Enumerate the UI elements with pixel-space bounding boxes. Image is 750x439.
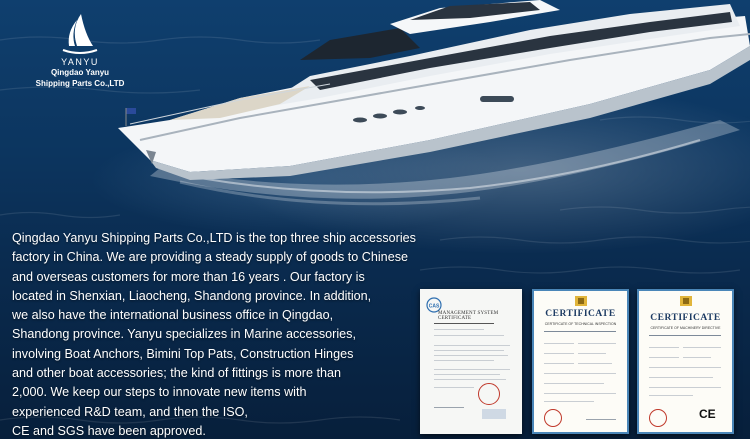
company-description [12,229,432,439]
description-line: and other boat accessories; the kind of fittings is more than [12,366,342,381]
company-logo [28,12,132,89]
sail-logo-icon [57,12,103,56]
technical-certificate-title: CERTIFICATE [545,309,616,319]
description-line: Shandong province. Yanyu specializes in Marine accessories, [12,327,356,342]
description-line: 2,000. We keep our steps to innovate new items with [12,385,307,400]
cas-badge-text: CAS [428,303,440,310]
description-line: factory in China. We are providing a steady supply of goods to Chinese [12,250,408,265]
management-certificate-title: MANAGEMENT SYSTEM CERTIFICATE [438,311,499,321]
certificate-seal-icon [574,295,588,307]
machinery-directive-certificate [637,289,734,434]
brand-name: YANYU [61,57,99,67]
description-line: experienced R&D team, and then the ISO, [12,404,248,419]
description-line: CE and SGS have been approved. [12,423,206,438]
machinery-certificate-title: CERTIFICATE [650,313,721,323]
yacht-image [110,0,750,200]
description-line: located in Shenxian, Liaocheng, Shandong province. In addition, [12,288,372,303]
management-system-certificate [420,289,522,434]
certificate-seal-icon [679,295,693,307]
description-line: Qingdao Yanyu Shipping Parts Co.,LTD is the top three ship accessories [12,231,416,245]
technical-certificate-subtitle: CERTIFICATE OF TECHNICAL INSPECTION [544,322,617,326]
company-name-line1: Qingdao Yanyu [50,68,110,77]
machinery-certificate-subtitle: CERTIFICATE OF MACHINERY DIRECTIVE [650,326,721,330]
ce-mark: CE [699,407,716,421]
company-name-line2: Shipping Parts Co.,LTD [35,79,125,88]
description-line: we also have the international business office in Qingdao, [12,308,334,323]
technical-inspection-certificate [532,289,629,434]
description-line: and overseas customers for more than 16 years . Our factory is [12,269,365,284]
description-line: involving Boat Anchors, Bimini Top Pats, Construction Hinges [12,346,354,361]
